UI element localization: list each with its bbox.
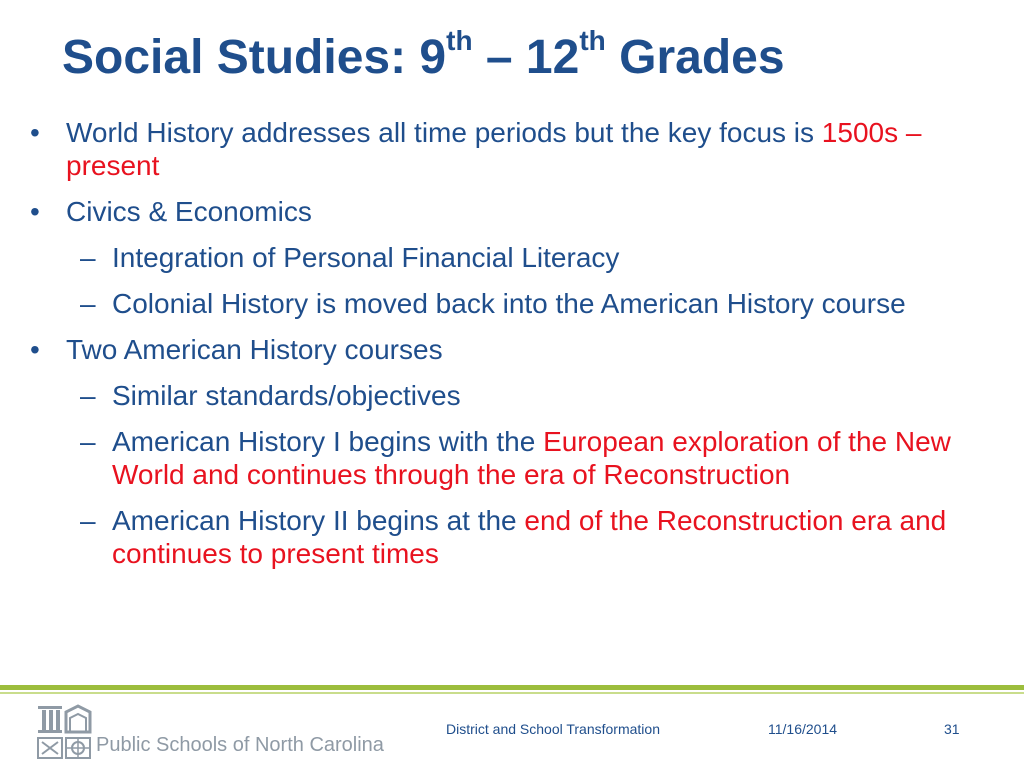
sub-bullet-marker: – <box>80 505 96 536</box>
bullet-civics-economics <box>0 195 1024 228</box>
footer-date: 11/16/2014 <box>768 721 838 737</box>
sub-bullet-text: Similar standards/objectives <box>112 380 461 411</box>
title-middle: – 12 <box>472 31 580 84</box>
slide-body <box>0 116 1024 583</box>
sub-bullet-marker: – <box>80 426 96 457</box>
title-superscript-2: th <box>579 25 606 56</box>
sub-bullet-similar-standards <box>0 379 1024 412</box>
sub-bullet-marker: – <box>80 380 96 411</box>
bullet-marker: • <box>30 196 40 227</box>
bullet-marker: • <box>30 117 40 148</box>
logo-text: Public Schools of North Carolina <box>96 734 384 756</box>
footer-divider-thin <box>0 692 1024 694</box>
bullet-marker: • <box>30 334 40 365</box>
sub-bullet-american-history-2 <box>0 504 1024 570</box>
sub-bullet-highlight: end of the Reconstruction era and continues to present times <box>112 505 947 569</box>
footer-page-number: 31 <box>944 721 960 737</box>
sub-bullet-american-history-1 <box>0 425 1024 491</box>
bullet-highlight: 1500s – present <box>66 117 922 181</box>
sub-bullet-text: Colonial History is moved back into the American History course <box>112 288 906 319</box>
bullet-text: Two American History courses <box>66 334 443 365</box>
nc-schools-logo-icon <box>36 702 94 760</box>
bullet-american-history-courses <box>0 333 1024 366</box>
sub-bullet-highlight: European exploration of the New World and continues through the era of Reconstruction <box>112 426 951 490</box>
bullet-text: World History addresses all time periods but the key focus is <box>66 117 822 148</box>
title-prefix: Social Studies: 9 <box>62 31 447 84</box>
sub-bullet-text: Integration of Personal Financial Literacy <box>112 242 620 273</box>
sub-bullet-text: American History II begins at the <box>112 505 525 536</box>
slide-title <box>62 18 1012 87</box>
sub-bullet-colonial-history <box>0 287 1024 320</box>
bullet-text: Civics & Economics <box>66 196 312 227</box>
bullet-world-history <box>0 116 1024 182</box>
footer-divider <box>0 685 1024 690</box>
sub-bullet-financial-literacy <box>0 241 1024 274</box>
sub-bullet-text: American History I begins with the <box>112 426 544 457</box>
title-superscript-1: th <box>446 25 473 56</box>
sub-bullet-marker: – <box>80 288 96 319</box>
sub-bullet-marker: – <box>80 242 96 273</box>
footer-organization: District and School Transformation <box>446 721 660 737</box>
title-suffix: Grades <box>605 31 785 84</box>
